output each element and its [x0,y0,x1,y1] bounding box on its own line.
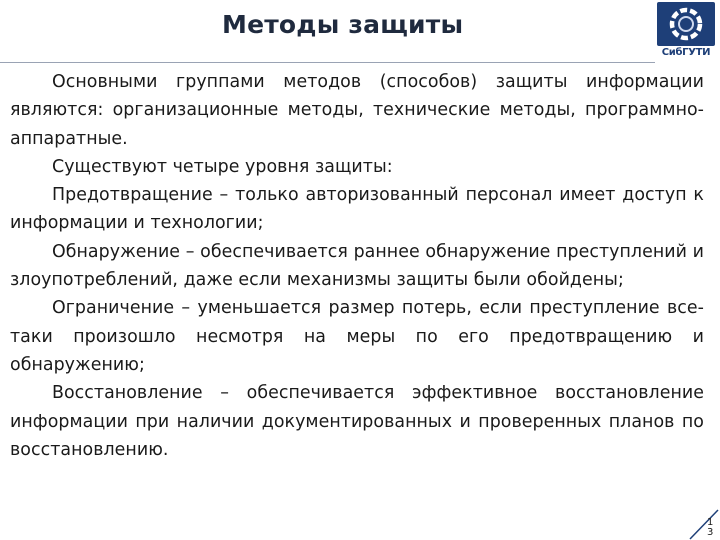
page-number: 13 [707,517,714,538]
page-number-corner [688,506,720,540]
university-logo [657,2,715,62]
paragraph-protection-levels: Существуют четыре уровня защиты: [52,156,393,177]
paragraph-detection: Обнаружение – обеспечивается раннее обнаружение преступлений и злоупотреблений, даже если механизмы защиты были обойдены; [10,241,704,291]
paragraph-prevention: Предотвращение – только авторизованный персонал имеет доступ к информации и технологии; [10,185,704,234]
paragraph-method-groups: Основными группами методов (способов) защиты информации являются: организационные методы, технические методы, программно-аппаратные. [10,72,704,149]
slide-title: Методы защиты [222,10,464,39]
header-divider [0,62,655,63]
paragraph-limitation: Ограничение – уменьшается размер потерь, если преступление все- таки произошло несмотря на меры по его предотвращению и обнаружению; [10,298,704,375]
page-corner-icon [688,506,720,540]
slide-header [0,0,720,68]
logo-ring-icon [667,5,705,43]
paragraph-recovery: Восстановление – обеспечивается эффективное восстановление информации при наличии документированных и проверенных планов по восстановлению. [10,383,704,460]
slide-body [10,68,704,464]
logo-caption: СибГУТИ [661,47,711,58]
logo-badge [657,2,715,46]
